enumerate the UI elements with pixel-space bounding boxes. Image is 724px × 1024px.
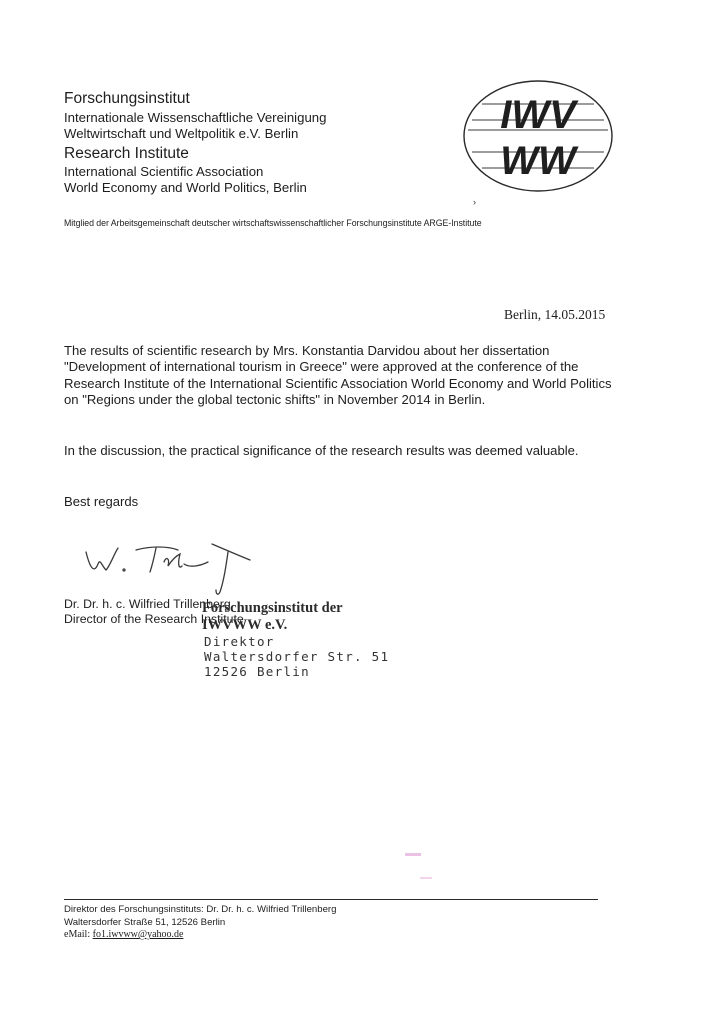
stamp-line-3: Direktor [204,634,275,649]
stamp-line-4: Waltersdorfer Str. 51 [204,649,390,664]
stray-ink-mark [420,877,432,879]
stray-ink-mark [405,853,421,856]
stamp-line-5: 12526 Berlin [204,664,310,679]
closing: Best regards [64,494,139,509]
footer-email-label: eMail: [64,929,91,940]
signer-title: Director of the Research Institute [64,612,244,626]
institute-title-en: Research Institute [64,145,189,162]
institute-line1-de: Internationale Wissenschaftliche Vereinigung [64,110,327,125]
letter-date: Berlin, 14.05.2015 [504,307,606,322]
signature-graphic [80,530,260,600]
body-paragraph-2: In the discussion, the practical significance of the research results was deemed valuable. [64,443,579,458]
stray-mark-icon: › [473,197,476,207]
iwvww-logo-graphic [462,78,614,196]
institute-line2-de: Weltwirtschaft und Weltpolitik e.V. Berlin [64,126,299,141]
footer-line-2: Waltersdorfer Straße 51, 12526 Berlin [64,917,226,928]
institute-line2-en: World Economy and World Politics, Berlin [64,180,307,195]
signer-name: Dr. Dr. h. c. Wilfried Trillenberg [64,597,231,611]
stamp-line-2: IWVWW e.V. [202,617,288,633]
footer-email-row [64,929,183,940]
stamp-line-1: Forschungsinstitut der [202,600,343,616]
membership-line: Mitglied der Arbeitsgemeinschaft deutscher wirtschaftswissenschaftlicher Forschungsinstitute ARGE-Institute [64,218,482,228]
institute-line1-en: International Scientific Association [64,164,264,179]
footer-email-link[interactable]: fo1.iwvww@yahoo.de [92,929,184,940]
logo-text-bottom: WW [500,139,576,183]
footer-line-1: Direktor des Forschungsinstituts: Dr. Dr. h. c. Wilfried Trillenberg [64,904,337,915]
logo-text-top: IWV [500,93,576,137]
body-paragraph-1: The results of scientific research by Mrs. Konstantia Darvidou about her dissertation "Development of international tourism in Greece" were approved at the conference of the Research Institute of the International Scientific Association World Economy and World Politics on "Regions under the global tectonic shifts" in November 2014 in Berlin. [64,343,612,407]
institute-title-de: Forschungsinstitut [64,90,190,107]
handwritten-signature [80,530,260,600]
footer-divider [64,899,598,900]
iwvww-logo [462,78,614,196]
